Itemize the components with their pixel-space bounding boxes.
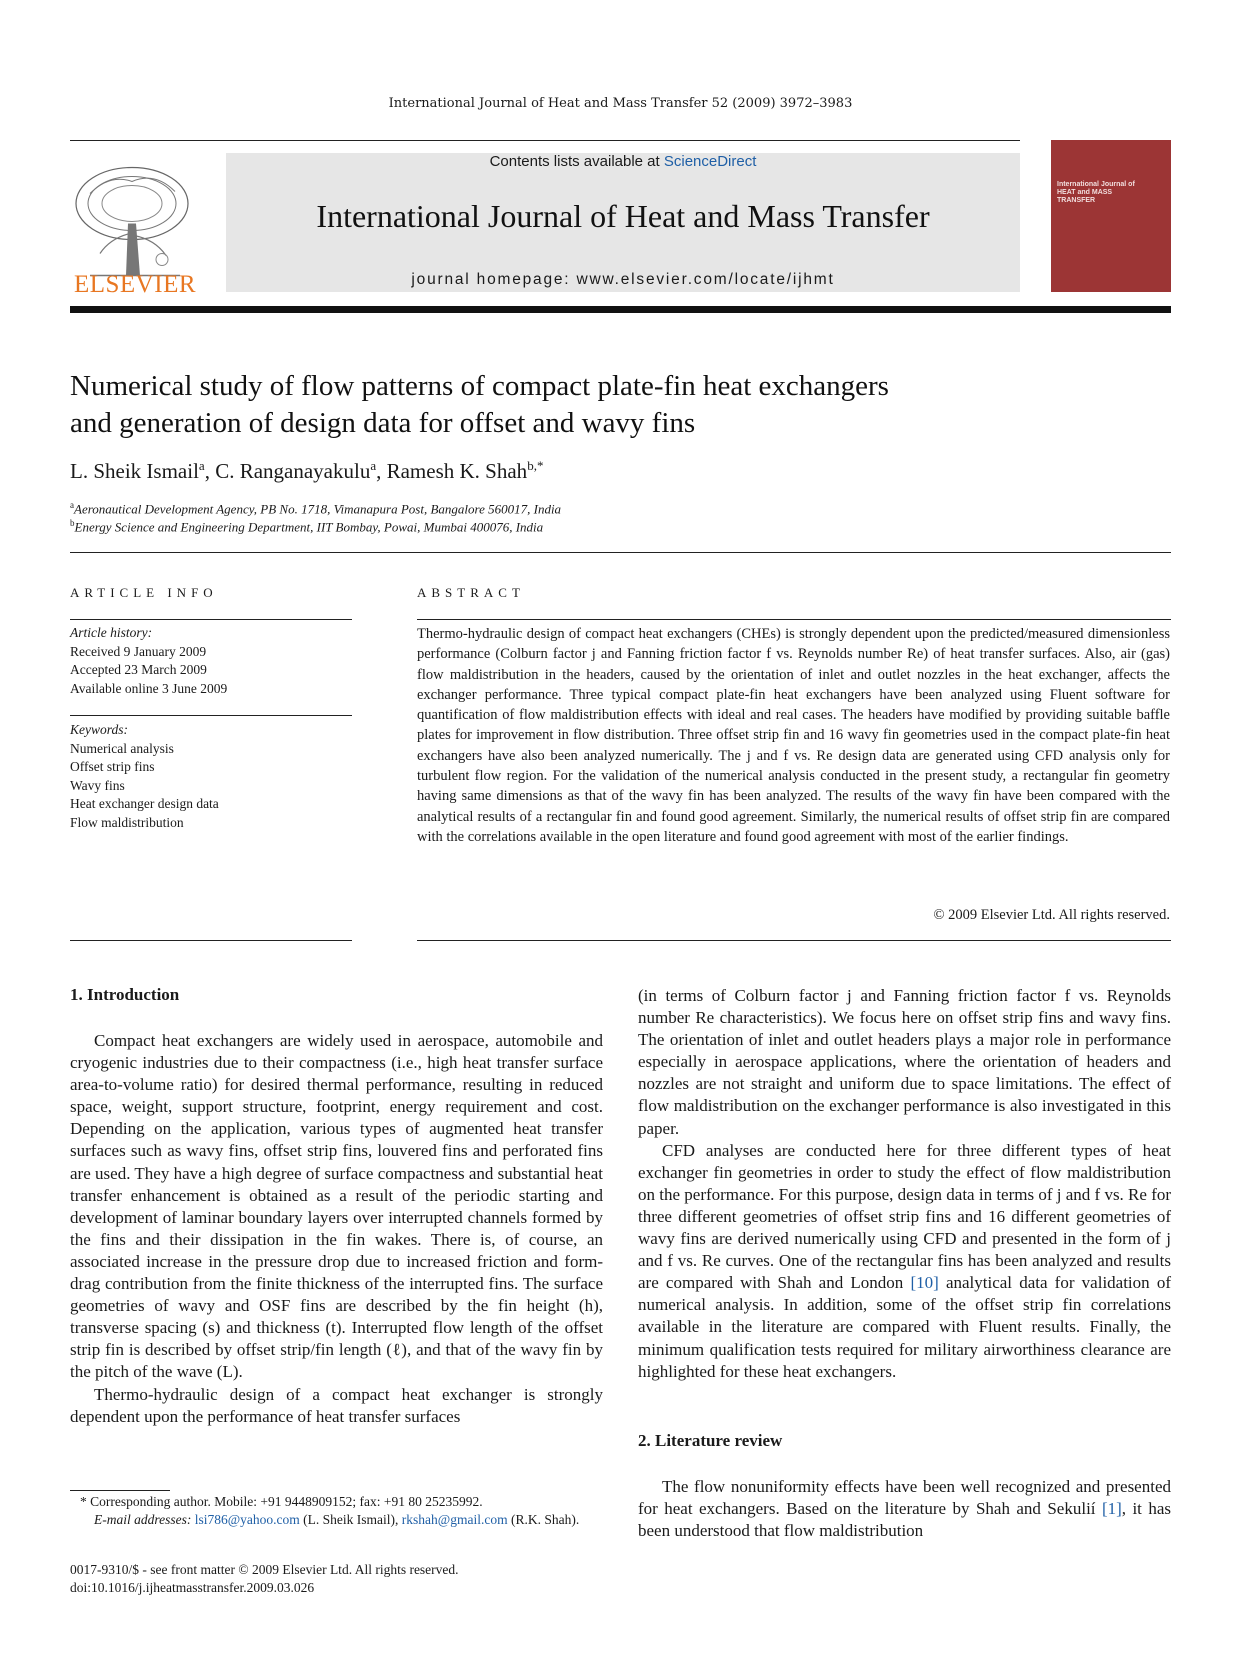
cover-title: International Journal of HEAT and MASS TRANSFER bbox=[1057, 181, 1135, 204]
email-owner: (R.K. Shah). bbox=[507, 1512, 580, 1527]
affil-marker: a bbox=[70, 500, 74, 510]
article-history bbox=[70, 624, 352, 698]
author-affil-marker: b,* bbox=[527, 458, 544, 473]
abstract-heading: ABSTRACT bbox=[417, 585, 525, 600]
paragraph bbox=[638, 1140, 1171, 1383]
masthead-top-rule bbox=[70, 140, 1020, 141]
journal-cover-thumbnail bbox=[1051, 140, 1171, 292]
citation-link[interactable]: [10] bbox=[910, 1273, 939, 1293]
affil-text: Aeronautical Development Agency, PB No. 1718, Vimanapura Post, Bangalore 560017, India bbox=[74, 501, 562, 517]
publisher-wordmark: ELSEVIER bbox=[73, 271, 197, 298]
author-name: L. Sheik Ismail bbox=[70, 459, 199, 483]
affiliation-a bbox=[70, 500, 561, 517]
corresponding-author-note: * Corresponding author. Mobile: +91 9448909152; fax: +91 80 25235992. bbox=[80, 1494, 483, 1509]
doi-line[interactable]: doi:10.1016/j.ijheatmasstransfer.2009.03.026 bbox=[70, 1580, 315, 1595]
paragraph-text: analytical data for validation of numerical analysis. In addition, some of the offset strip fin correlations available in the literature are compared with Fluent results. Finally, the minimum qualification tests required for military airworthiness clearance are highlighted for these heat exchangers. bbox=[638, 1273, 1171, 1381]
section-1-heading: 1. Introduction bbox=[70, 985, 180, 1004]
contents-line bbox=[226, 153, 1020, 170]
issn-line: 0017-9310/$ - see front matter © 2009 Elsevier Ltd. All rights reserved. bbox=[70, 1562, 459, 1577]
article-info-bottom-rule bbox=[70, 940, 352, 941]
paragraph-text: , it has been understood that flow maldistribution bbox=[638, 1499, 1171, 1541]
paragraph-text: The flow nonuniformity effects have been well recognized and presented for heat exchangers. Based on the literature by Shah and Sekulií bbox=[638, 1477, 1171, 1519]
author-name: Ramesh K. Shah bbox=[386, 459, 528, 483]
keyword: Flow maldistribution bbox=[70, 814, 184, 830]
affil-marker: b bbox=[70, 518, 75, 528]
received-date: Received 9 January 2009 bbox=[70, 643, 207, 659]
email-link[interactable]: rkshah@gmail.com bbox=[401, 1512, 508, 1527]
author-list: L. Sheik Ismail$^a$, C. Ranganayakulu$^a$, Ramesh K. Shah$^{b,*}$ bbox=[70, 458, 544, 483]
contents-prefix: Contents lists available at bbox=[489, 153, 664, 170]
journal-homepage[interactable]: journal homepage: www.elsevier.com/locate/ijhmt bbox=[411, 271, 835, 288]
paragraph: Thermo-hydraulic design of a compact heat exchanger is strongly dependent upon the performance of heat transfer surfaces bbox=[70, 1384, 603, 1426]
footnotes bbox=[70, 1493, 603, 1529]
title-line-2: and generation of design data for offset and wavy fins bbox=[70, 407, 696, 439]
keyword: Heat exchanger design data bbox=[70, 796, 219, 811]
author-affil-marker: a bbox=[370, 458, 377, 473]
paragraph bbox=[638, 1476, 1171, 1542]
keyword: Offset strip fins bbox=[70, 759, 155, 774]
email-link[interactable]: lsi786@yahoo.com bbox=[194, 1512, 300, 1527]
journal-title: International Journal of Heat and Mass Transfer bbox=[316, 198, 930, 234]
journal-reference: International Journal of Heat and Mass Transfer 52 (2009) 3972–3983 bbox=[388, 96, 853, 111]
author-name: C. Ranganayakulu bbox=[215, 459, 371, 483]
accepted-date: Accepted 23 March 2009 bbox=[70, 662, 207, 677]
keywords-block bbox=[70, 721, 352, 832]
paragraph: Compact heat exchangers are widely used in aerospace, automobile and cryogenic industries due to their compactness (i.e., high heat transfer surface area-to-volume ratio) for desired thermal performance, resulting in reduced space, weight, support structure, footprint, energy requirement and cost. Depending on the application, various types of augmented heat transfer surfaces such as wavy fins, offset strip fins, louvered fins and perforated fins are used. They have a high degree of surface compactness and substantial heat transfer enhancement is obtained as a result of the periodic starting and development of laminar boundary layers over interrupted channels formed by the fins and their dissipation in the fin wakes. There is, of course, an associated increase in the pressure drop due to increased friction and form-drag contribution from the finite thickness of the interrupted fins. The surface geometries of wavy and OSF fins are described by the fin height (h), transverse spacing (s) and thickness (t). Interrupted flow length of the offset strip fin is described by offset strip/fin length (ℓ), and that of the wavy fin by the pitch of the wave (L). bbox=[70, 1031, 603, 1382]
author-affil-marker: a bbox=[198, 458, 205, 473]
column-left bbox=[70, 1030, 603, 1428]
section-2-heading: 2. Literature review bbox=[638, 1431, 783, 1450]
sciencedirect-link[interactable]: ScienceDirect bbox=[663, 153, 757, 170]
affil-text: Energy Science and Engineering Department, IIT Bombay, Powai, Mumbai 400076, India bbox=[74, 519, 544, 535]
column-right bbox=[638, 985, 1171, 1383]
title-block-rule bbox=[70, 552, 1171, 553]
citation-link[interactable]: [1] bbox=[1101, 1499, 1122, 1519]
keyword: Wavy fins bbox=[70, 777, 125, 793]
email-note bbox=[70, 1511, 603, 1529]
footnote-rule bbox=[70, 1490, 170, 1491]
article-info-heading: ARTICLE INFO bbox=[70, 585, 218, 600]
masthead-bottom-rule bbox=[70, 306, 1171, 313]
paragraph: (in terms of Colburn factor j and Fanning friction factor f vs. Reynolds number Re characteristics). We focus here on offset strip fins and wavy fins. The orientation of inlet and outlet headers plays a major role in performance especially in aerospace applications, where the orientation of headers and nozzles are not straight and uniform due to space limitations. The effect of flow maldistribution on the exchanger performance is also investigated in this paper. bbox=[638, 986, 1171, 1138]
email-owner: (L. Sheik Ismail), bbox=[299, 1512, 402, 1527]
article-info-rule bbox=[70, 619, 352, 620]
online-date: Available online 3 June 2009 bbox=[70, 680, 228, 696]
affiliation-b bbox=[70, 518, 543, 535]
keyword: Numerical analysis bbox=[70, 740, 174, 756]
keywords-rule bbox=[70, 715, 352, 716]
article-title bbox=[70, 368, 1070, 442]
abstract-copyright: © 2009 Elsevier Ltd. All rights reserved. bbox=[933, 907, 1170, 923]
email-label: E-mail addresses: bbox=[94, 1512, 195, 1527]
abstract-bottom-rule bbox=[417, 940, 1171, 941]
abstract-rule bbox=[417, 619, 1171, 620]
section-2-text bbox=[638, 1476, 1171, 1542]
paragraph-text: CFD analyses are conducted here for three different types of heat exchanger fin geometries in order to study the effect of flow maldistribution on the performance. For this purpose, design data in terms of j and f vs. Re for three different geometries of offset strip fins and 16 different geometries of wavy fins are derived numerically using CFD and presented in the form of j and f vs. Re curves. One of the rectangular fins has been analyzed and results are compared with Shah and London bbox=[638, 1140, 1172, 1293]
title-line-1: Numerical study of flow patterns of compact plate-fin heat exchangers bbox=[70, 370, 889, 402]
keywords-label: Keywords: bbox=[70, 722, 128, 737]
abstract-text: Thermo-hydraulic design of compact heat exchangers (CHEs) is strongly dependent upon the predicted/measured dimensionless performance (Colburn factor j and Fanning friction factor f vs. Reynolds number Re) of heat transfer surfaces. Also, air (gas) flow maldistribution in the headers, caused by the orientation of inlet and outlet nozzles in the heat exchanger, affects the exchanger performance. Three typical compact plate-fin heat exchangers have been analyzed using Fluent software for quantification of flow maldistribution effects with ideal and real cases. The headers have modified by providing suitable baffle plates for improvement in flow distribution. Three offset strip fin and 16 wavy fin geometries used in the compact plate-fin heat exchangers have also been analyzed numerically. The j and f vs. Re design data are generated using CFD analysis only for turbulent flow region. For the validation of the numerical analysis conducted in the present study, a rectangular fin geometry having same dimensions as that of the wavy fin has been analyzed. The results of the wavy fin have been compared with the analytical results of a rectangular fin and found good agreement. Similarly, the numerical results of offset strip fin are compared with the correlations available in the open literature and found good agreement with most of the earlier findings. bbox=[417, 626, 1170, 845]
history-label: Article history: bbox=[70, 625, 153, 640]
front-matter bbox=[70, 1561, 603, 1597]
